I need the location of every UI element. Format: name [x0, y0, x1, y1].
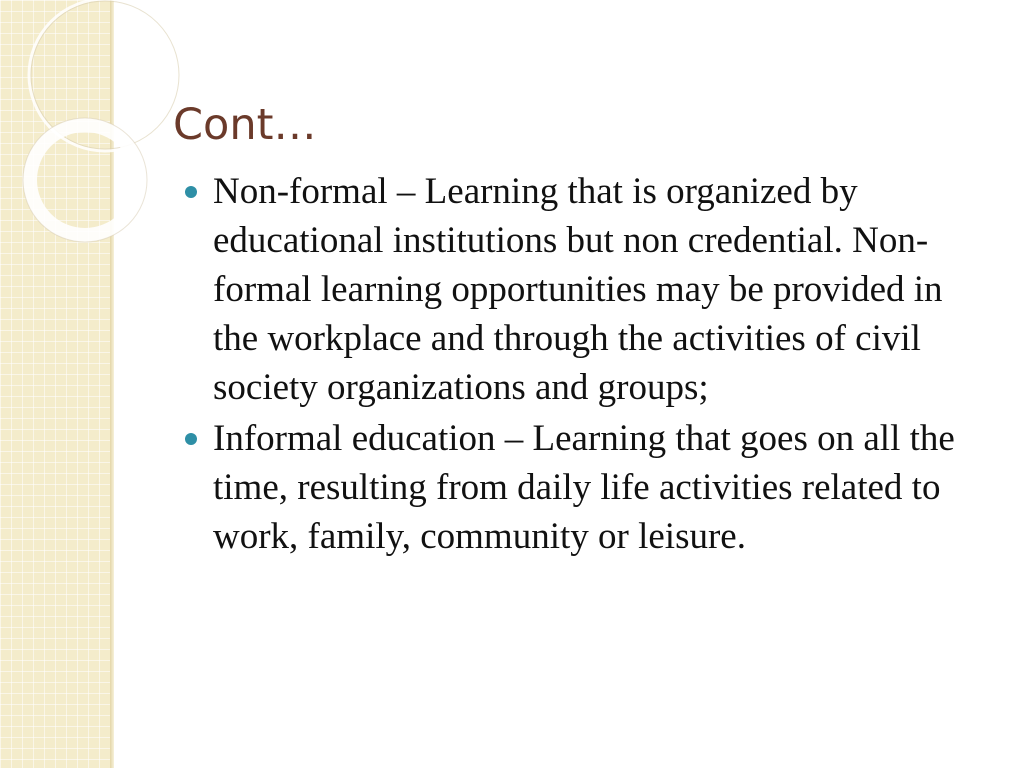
bullet-text: Informal education – Learning that goes on all the time, resulting from daily life activities related to work, family, community or leisure.	[213, 418, 955, 557]
bullet-item	[185, 414, 975, 561]
slide-title: Cont…	[173, 100, 317, 150]
bullet-text: Non-formal – Learning that is organized by educational institutions but non credential. Non-formal learning opportunities may be provided in the workplace and through the activities of civil society organizations and groups;	[213, 171, 943, 408]
bullet-item	[185, 167, 975, 412]
bullet-list	[185, 167, 975, 563]
bullet-icon	[185, 186, 197, 198]
bullet-icon	[185, 433, 197, 445]
decorative-circles	[0, 0, 200, 260]
